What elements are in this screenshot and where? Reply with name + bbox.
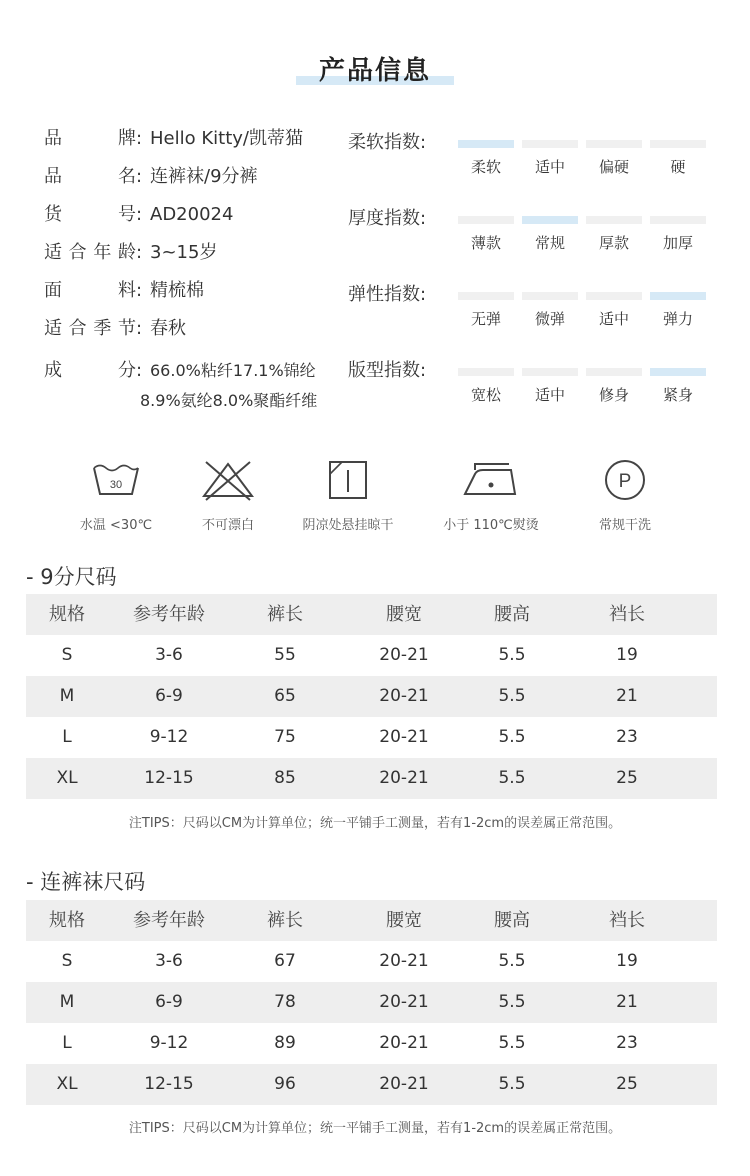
index-bar: [458, 216, 514, 224]
table-row: [26, 676, 717, 717]
index-option: 偏硬: [598, 158, 629, 176]
table-cell: 19: [616, 645, 638, 665]
table-cell: 5.5: [498, 645, 526, 665]
index-row: [348, 204, 728, 264]
table-cell: 23: [616, 1033, 638, 1053]
table-cell: 23: [616, 727, 638, 747]
index-option: 薄款: [470, 234, 501, 252]
info-row-sku: 货号: AD20024: [44, 200, 233, 230]
index-option: 无弹: [470, 310, 501, 328]
index-option: 厚款: [598, 234, 629, 252]
index-option: 适中: [598, 310, 629, 328]
table-cell: 25: [616, 768, 638, 788]
table-cell: 12-15: [144, 768, 194, 788]
index-option: 适中: [534, 386, 565, 404]
care-bleach: [168, 458, 288, 538]
size-tips: 注TIPS：尺码以CM为计算单位；统一平铺手工测量，若有1-2cm的误差属正常范围。: [128, 1121, 622, 1136]
index-option: 柔软: [470, 158, 501, 176]
table-cell: 21: [616, 992, 638, 1012]
section-title-tights: - 连裤袜尺码: [26, 870, 146, 894]
info-row-brand: 品牌: Hello Kitty/凯蒂猫: [44, 124, 303, 154]
care-label: 不可漂白: [201, 518, 254, 533]
index-bar: [586, 216, 642, 224]
table-cell: 5.5: [498, 1033, 526, 1053]
table-cell: 65: [274, 686, 296, 706]
table-header-cell: 裆长: [609, 910, 645, 931]
iron-low-icon: [461, 458, 521, 502]
table-cell: 20-21: [379, 645, 429, 665]
index-row: [348, 356, 728, 416]
info-value: 66.0%粘纤17.1%锦纶: [150, 361, 316, 380]
table-cell: 9-12: [149, 727, 189, 747]
index-bar: [586, 140, 642, 148]
table-row: [26, 635, 717, 676]
index-bar: [586, 368, 642, 376]
table-cell: S: [61, 645, 73, 665]
info-value: 连裤袜/9分裤: [150, 166, 258, 187]
index-bar: [650, 140, 706, 148]
index-bar: [650, 216, 706, 224]
index-option: 适中: [534, 158, 565, 176]
table-header-cell: 参考年龄: [133, 604, 205, 625]
info-label: 适合季节: [44, 318, 136, 339]
table-cell: 20-21: [379, 1074, 429, 1094]
dry-clean-letter: P: [618, 471, 632, 492]
info-label: 适合年龄: [44, 242, 136, 263]
index-option: 硬: [670, 158, 686, 176]
index-bar: [522, 140, 578, 148]
page-title-block: [0, 46, 750, 94]
table-cell: 21: [616, 686, 638, 706]
table-cell: XL: [56, 1074, 78, 1094]
wash-30-icon: [86, 458, 146, 502]
index-bar-selected: [650, 292, 706, 300]
section-title-9-length: - 9分尺码: [26, 565, 117, 589]
composition-line-2: 8.9%氨纶8.0%聚酯纤维: [140, 391, 318, 410]
table-header-cell: 规格: [49, 604, 85, 625]
table-header-cell: 裤长: [267, 910, 303, 931]
table-cell: 96: [274, 1074, 296, 1094]
table-cell: L: [62, 727, 72, 747]
index-label: 柔软指数:: [348, 132, 427, 153]
index-bar: [458, 292, 514, 300]
table-cell: 12-15: [144, 1074, 194, 1094]
info-row-age: 适合年龄: 3~15岁: [44, 238, 217, 268]
table-cell: 75: [274, 727, 296, 747]
table-row: [26, 982, 717, 1023]
table-header-cell: 参考年龄: [133, 910, 205, 931]
info-value: 3~15岁: [150, 242, 218, 263]
index-option: 修身: [598, 386, 629, 404]
table-cell: S: [61, 951, 73, 971]
care-label: 水温 <30℃: [79, 518, 153, 533]
index-option: 紧身: [662, 386, 693, 404]
care-label: 小于 110℃熨烫: [443, 518, 539, 533]
table-cell: XL: [56, 768, 78, 788]
table-header-cell: 腰高: [494, 910, 530, 931]
info-label: 品牌: [44, 128, 136, 149]
index-option: 微弹: [534, 310, 565, 328]
table-cell: 3-6: [155, 645, 183, 665]
table-cell: 25: [616, 1074, 638, 1094]
table-cell: 5.5: [498, 686, 526, 706]
table-cell: 9-12: [149, 1033, 189, 1053]
table-cell: 55: [274, 645, 296, 665]
index-option: 弹力: [662, 310, 693, 328]
table-cell: 5.5: [498, 1074, 526, 1094]
wash-temp-text: 30: [109, 479, 123, 491]
table-header-row: [26, 900, 717, 941]
table-cell: 78: [274, 992, 296, 1012]
table-cell: 20-21: [379, 686, 429, 706]
table-cell: 20-21: [379, 1033, 429, 1053]
table-header-cell: 腰宽: [386, 604, 422, 625]
table-cell: 6-9: [155, 992, 183, 1012]
table-cell: 6-9: [155, 686, 183, 706]
care-label: 常规干洗: [598, 518, 651, 533]
table-cell: L: [62, 1033, 72, 1053]
info-label: 面料: [44, 280, 136, 301]
info-label: 品名: [44, 166, 136, 187]
table-row: [26, 1064, 717, 1105]
table-header-cell: 裆长: [609, 604, 645, 625]
care-dry: [288, 458, 408, 538]
index-option: 宽松: [470, 386, 501, 404]
table-row: [26, 1023, 717, 1064]
table-row: [26, 717, 717, 758]
care-wash: [56, 458, 176, 538]
table-cell: M: [59, 992, 75, 1012]
table-cell: 5.5: [498, 768, 526, 788]
care-label: 阴凉处悬挂晾干: [302, 518, 394, 533]
info-row-composition: 成分: 66.0%粘纤17.1%锦纶: [44, 356, 316, 386]
info-row-season: 适合季节: 春秋: [44, 314, 186, 344]
table-header-row: [26, 594, 717, 635]
index-bar: [586, 292, 642, 300]
table-cell: 5.5: [498, 951, 526, 971]
table-cell: 20-21: [379, 992, 429, 1012]
info-value: 春秋: [150, 318, 186, 339]
table-cell: 5.5: [498, 727, 526, 747]
index-bar-selected: [522, 216, 578, 224]
page-title: 产品信息: [318, 56, 431, 86]
size-tips: 注TIPS：尺码以CM为计算单位；统一平铺手工测量，若有1-2cm的误差属正常范围。: [128, 816, 622, 831]
index-bar: [522, 368, 578, 376]
table-cell: 20-21: [379, 951, 429, 971]
table-cell: 20-21: [379, 727, 429, 747]
table-cell: 3-6: [155, 951, 183, 971]
no-bleach-icon: [198, 458, 258, 502]
care-dryclean: [565, 458, 685, 538]
table-cell: 20-21: [379, 768, 429, 788]
line-dry-shade-icon: [318, 458, 378, 502]
index-label: 弹性指数:: [348, 284, 427, 305]
info-label: 成分: [44, 360, 136, 381]
info-value: 精梳棉: [150, 280, 204, 301]
table-cell: 5.5: [498, 992, 526, 1012]
table-row: [26, 941, 717, 982]
info-row-name: 品名: 连裤袜/9分裤: [44, 162, 258, 192]
index-bar-selected: [458, 140, 514, 148]
index-option: 加厚: [662, 234, 693, 252]
table-header-cell: 裤长: [267, 604, 303, 625]
dry-clean-p-icon: [595, 458, 655, 502]
index-label: 版型指数:: [348, 360, 427, 381]
table-header-cell: 规格: [49, 910, 85, 931]
table-cell: 19: [616, 951, 638, 971]
info-row-fabric: 面料: 精梳棉: [44, 276, 204, 306]
table-header-cell: 腰宽: [386, 910, 422, 931]
care-iron: [431, 458, 551, 538]
table-cell: M: [59, 686, 75, 706]
table-cell: 67: [274, 951, 296, 971]
table-header-cell: 腰高: [494, 604, 530, 625]
index-bar: [522, 292, 578, 300]
index-label: 厚度指数:: [348, 208, 427, 229]
table-cell: 85: [274, 768, 296, 788]
index-bar-selected: [650, 368, 706, 376]
table-cell: 89: [274, 1033, 296, 1053]
info-value: AD20024: [150, 204, 234, 225]
index-row: [348, 280, 728, 340]
table-row: [26, 758, 717, 799]
index-row: [348, 128, 728, 188]
index-bar: [458, 368, 514, 376]
index-option: 常规: [534, 234, 565, 252]
info-value: Hello Kitty/凯蒂猫: [150, 128, 303, 149]
info-label: 货号: [44, 204, 136, 225]
